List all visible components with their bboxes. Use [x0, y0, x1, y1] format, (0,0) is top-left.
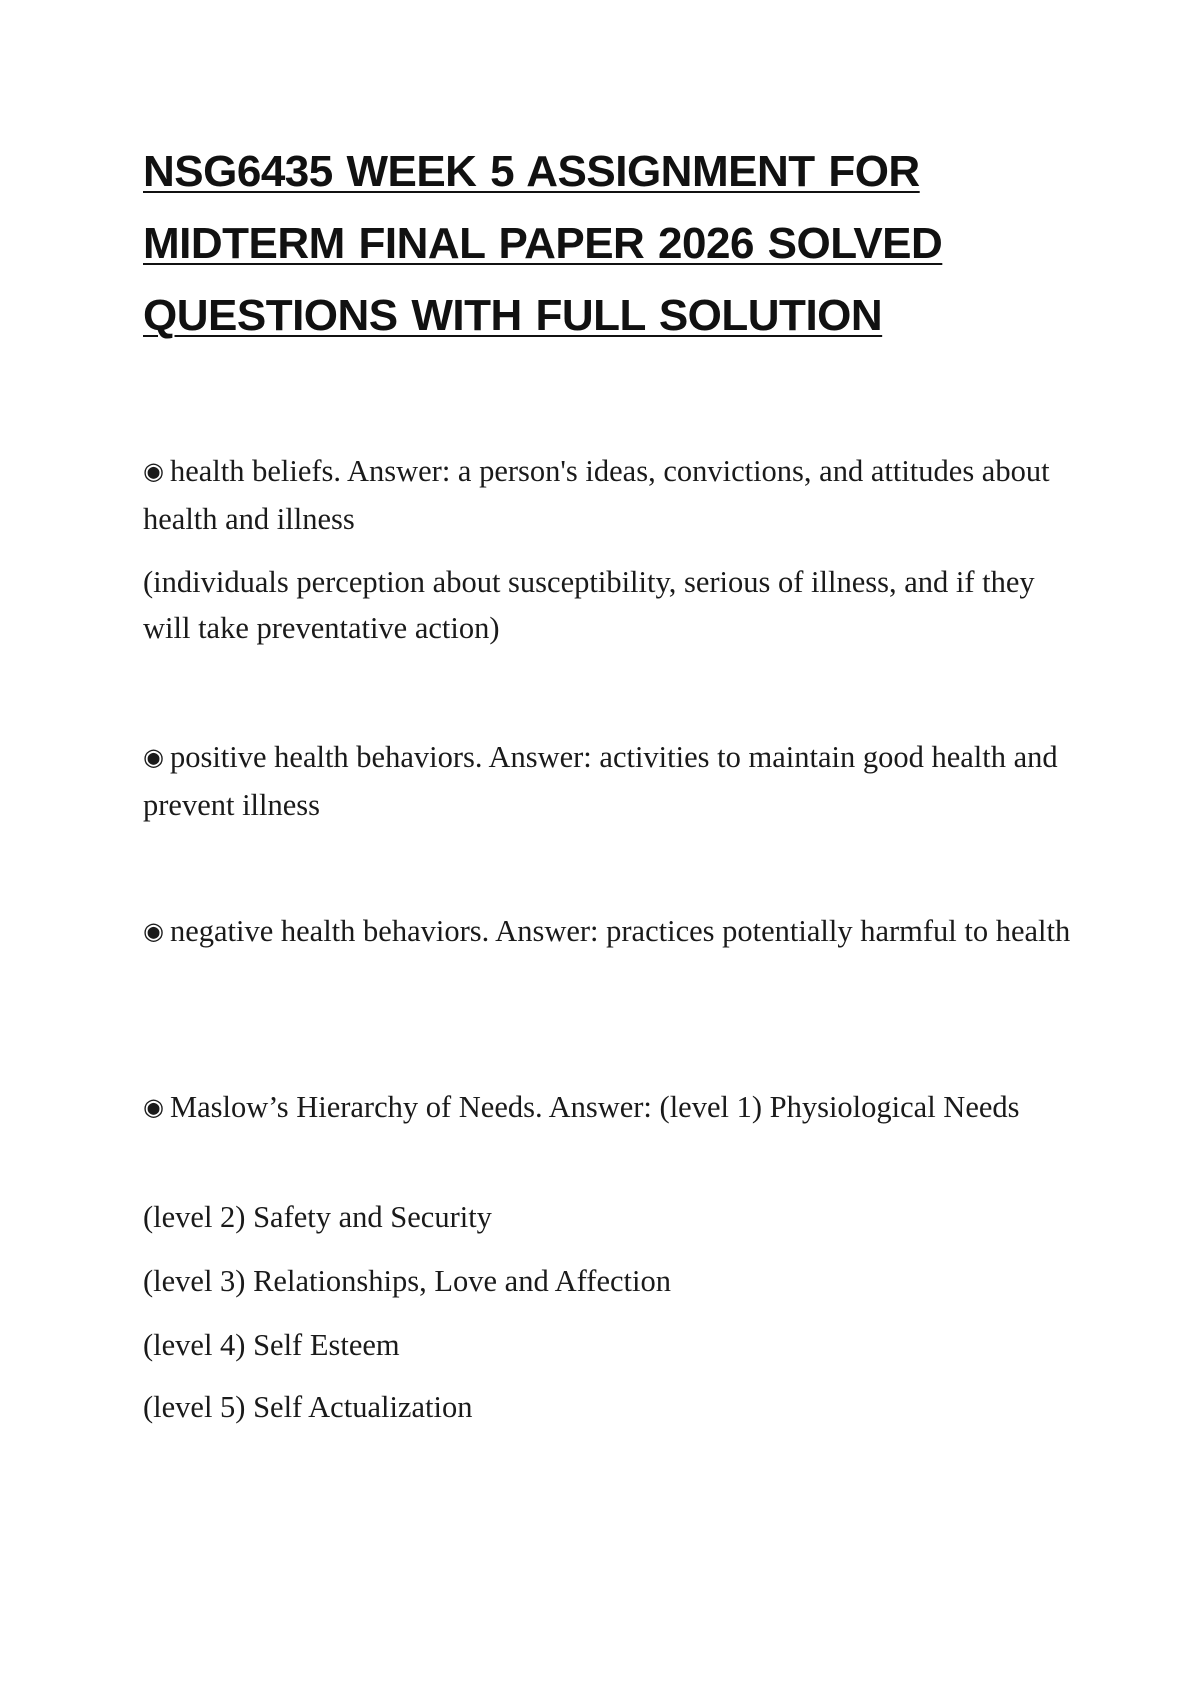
answer-detail: (level 2) Safety and Security — [143, 1200, 492, 1234]
question-item — [143, 1084, 1073, 1132]
question-item — [143, 734, 1073, 828]
radio-bullet-icon: ◉ — [143, 457, 164, 485]
answer-detail: (individuals perception about susceptibility, serious of illness, and if they will take preventative action) — [143, 565, 1035, 645]
question-text: positive health behaviors. Answer: activities to maintain good health and prevent illness — [143, 740, 1058, 822]
title-line-3: QUESTIONS WITH FULL SOLUTION — [143, 291, 883, 340]
answer-detail: (level 3) Relationships, Love and Affection — [143, 1264, 671, 1298]
radio-bullet-icon: ◉ — [143, 1093, 164, 1121]
question-text: negative health behaviors. Answer: practices potentially harmful to health — [169, 914, 1071, 948]
question-item — [143, 908, 1073, 956]
answer-detail: (level 4) Self Esteem — [143, 1328, 400, 1362]
title-line-2: MIDTERM FINAL PAPER 2026 SOLVED — [143, 219, 943, 268]
question-text: health beliefs. Answer: a person's ideas, convictions, and attitudes about health and illness — [143, 454, 1050, 536]
question-text: Maslow’s Hierarchy of Needs. Answer: (level 1) Physiological Needs — [169, 1090, 1020, 1124]
radio-bullet-icon: ◉ — [143, 917, 164, 945]
answer-detail: (level 5) Self Actualization — [143, 1390, 473, 1424]
radio-bullet-icon: ◉ — [143, 743, 164, 771]
document-title — [143, 147, 1083, 366]
question-item — [143, 448, 1073, 542]
title-line-1: NSG6435 WEEK 5 ASSIGNMENT FOR — [143, 147, 920, 196]
